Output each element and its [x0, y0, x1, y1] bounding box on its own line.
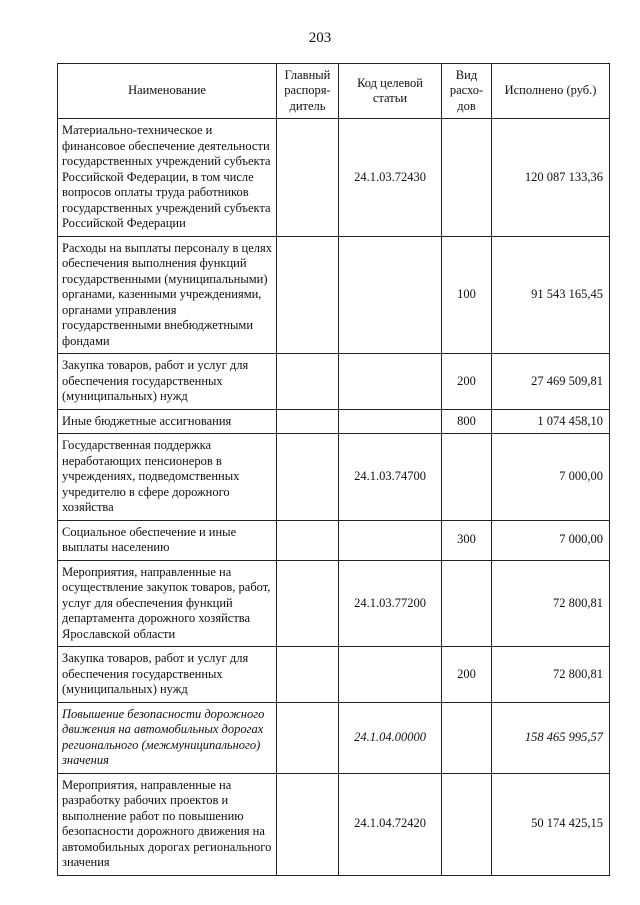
row-manager-cell: [277, 236, 339, 354]
row-manager-cell: [277, 647, 339, 703]
table-row: [58, 560, 610, 647]
header-name: Наименование: [58, 64, 277, 119]
row-type-cell: [442, 702, 492, 773]
row-name-cell: Закупка товаров, работ и услуг для обеспечения государственных (муниципальных) нужд: [58, 354, 277, 410]
row-manager-cell: [277, 773, 339, 875]
row-amount-cell: 91 543 165,45: [492, 236, 610, 354]
row-type-cell: 200: [442, 647, 492, 703]
row-name-cell: Повышение безопасности дорожного движения на автомобильных дорогах регионального (межмуниципального) значения: [58, 702, 277, 773]
table-header-row: [58, 64, 610, 119]
row-manager-cell: [277, 434, 339, 521]
row-amount-cell: 1 074 458,10: [492, 409, 610, 434]
row-amount-cell: 72 800,81: [492, 647, 610, 703]
row-code-cell: 24.1.03.77200: [339, 560, 442, 647]
row-name-cell: Государственная поддержка неработающих пенсионеров в учреждениях, подведомственных учредителю в сфере дорожного хозяйства: [58, 434, 277, 521]
row-code-cell: [339, 409, 442, 434]
header-target-code: Код целевой статьи: [339, 64, 442, 119]
row-amount-cell: 27 469 509,81: [492, 354, 610, 410]
table-row: [58, 354, 610, 410]
header-expense-type: Вид расхо-дов: [442, 64, 492, 119]
row-name-cell: Иные бюджетные ассигнования: [58, 409, 277, 434]
row-code-cell: [339, 236, 442, 354]
table-row: [58, 520, 610, 560]
header-executed: Исполнено (руб.): [492, 64, 610, 119]
page-number: 203: [308, 30, 332, 46]
row-name-cell: Материально-техническое и финансовое обеспечение деятельности государственных учреждений субъекта Российской Федерации, в том числе вопросов оплаты труда работников государственных учреждений субъекта Российской Федерации: [58, 119, 277, 237]
row-type-cell: [442, 773, 492, 875]
row-amount-cell: 120 087 133,36: [492, 119, 610, 237]
row-type-cell: [442, 119, 492, 237]
row-amount-cell: 158 465 995,57: [492, 702, 610, 773]
table-row: [58, 702, 610, 773]
table-row: [58, 434, 610, 521]
row-type-cell: 200: [442, 354, 492, 410]
row-manager-cell: [277, 560, 339, 647]
table-row: [58, 119, 610, 237]
row-amount-cell: 72 800,81: [492, 560, 610, 647]
row-type-cell: [442, 560, 492, 647]
row-type-cell: [442, 434, 492, 521]
table-row: [58, 647, 610, 703]
row-name-cell: Мероприятия, направленные на осуществление закупок товаров, работ, услуг для обеспечения функций департамента дорожного хозяйства Ярославской области: [58, 560, 277, 647]
row-manager-cell: [277, 119, 339, 237]
row-code-cell: 24.1.03.72430: [339, 119, 442, 237]
row-code-cell: [339, 647, 442, 703]
row-type-cell: 800: [442, 409, 492, 434]
row-code-cell: 24.1.04.00000: [339, 702, 442, 773]
row-amount-cell: 50 174 425,15: [492, 773, 610, 875]
row-code-cell: 24.1.03.74700: [339, 434, 442, 521]
row-manager-cell: [277, 702, 339, 773]
row-code-cell: [339, 354, 442, 410]
table-row: [58, 236, 610, 354]
header-chief-manager: Главный распоря-дитель: [277, 64, 339, 119]
row-amount-cell: 7 000,00: [492, 520, 610, 560]
row-name-cell: Социальное обеспечение и иные выплаты населению: [58, 520, 277, 560]
row-type-cell: 300: [442, 520, 492, 560]
table-row: [58, 409, 610, 434]
row-amount-cell: 7 000,00: [492, 434, 610, 521]
row-name-cell: Мероприятия, направленные на разработку рабочих проектов и выполнение работ по повышению безопасности дорожного движения на автомобильных дорогах регионального значения: [58, 773, 277, 875]
table-row: [58, 773, 610, 875]
row-manager-cell: [277, 354, 339, 410]
row-manager-cell: [277, 520, 339, 560]
row-manager-cell: [277, 409, 339, 434]
row-type-cell: 100: [442, 236, 492, 354]
budget-table: [57, 63, 610, 876]
row-name-cell: Закупка товаров, работ и услуг для обеспечения государственных (муниципальных) нужд: [58, 647, 277, 703]
row-code-cell: 24.1.04.72420: [339, 773, 442, 875]
row-code-cell: [339, 520, 442, 560]
row-name-cell: Расходы на выплаты персоналу в целях обеспечения выполнения функций государственными (муниципальными) органами, казенными учреждениями, органами управления государственными внебюджетными фондами: [58, 236, 277, 354]
